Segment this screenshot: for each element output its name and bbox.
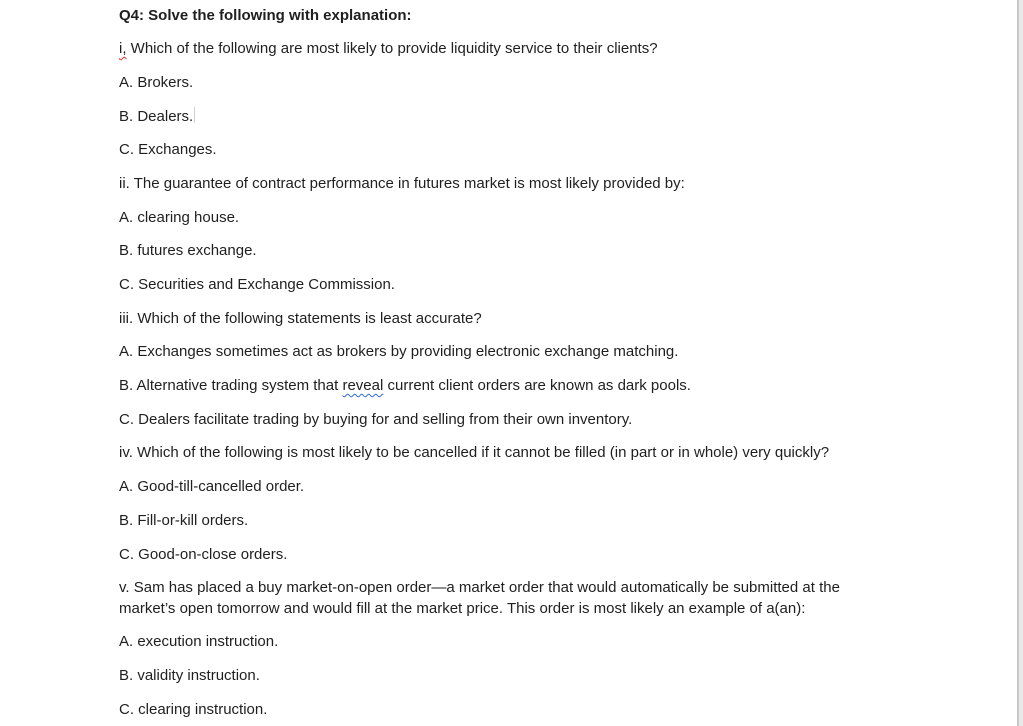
question-4-option-b: B. Fill-or-kill orders. — [119, 512, 249, 529]
question-2: ii. The guarantee of contract performance in futures market is most likely provided by: — [119, 175, 685, 192]
question-5: v. Sam has placed a buy market-on-open order—a market order that would automatically be submitted at the market’s open tomorrow and would fill at the market price. This order is most likely an example of a(an): — [119, 579, 840, 617]
question-3-option-b-prefix: B. Alternative trading system that — [119, 377, 343, 394]
question-2-option-b: B. futures exchange. — [119, 242, 257, 259]
grammar-flag-reveal[interactable]: reveal — [342, 377, 384, 394]
question-1-text: Which of the following are most likely to provide liquidity service to their clients? — [126, 40, 658, 57]
question-2-option-c: C. Securities and Exchange Commission. — [119, 276, 395, 293]
question-1-option-b-text: B. Dealers. — [119, 108, 194, 125]
spelling-flag-numeral[interactable]: i, — [119, 40, 127, 57]
question-4-option-a: A. Good-till-cancelled order. — [119, 478, 305, 495]
question-4-option-c: C. Good-on-close orders. — [119, 546, 288, 563]
question-3-option-b-suffix: current client orders are known as dark pools. — [383, 377, 691, 394]
question-1-option-b — [119, 106, 195, 127]
question-heading: Q4: Solve the following with explanation: — [119, 7, 412, 24]
question-1-option-a: A. Brokers. — [119, 74, 194, 91]
question-3-option-b — [119, 375, 691, 396]
question-3-option-a: A. Exchanges sometimes act as brokers by providing electronic exchange matching. — [119, 343, 679, 360]
question-5-option-c: C. clearing instruction. — [119, 701, 268, 718]
question-1 — [119, 38, 658, 59]
text-cursor — [194, 107, 195, 123]
question-5-option-a: A. execution instruction. — [119, 633, 279, 650]
question-2-option-a: A. clearing house. — [119, 209, 240, 226]
question-4: iv. Which of the following is most likely to be cancelled if it cannot be filled (in part or in whole) very quickly? — [119, 444, 830, 461]
question-3: iii. Which of the following statements is least accurate? — [119, 310, 482, 327]
question-5-option-b: B. validity instruction. — [119, 667, 260, 684]
question-3-option-c: C. Dealers facilitate trading by buying for and selling from their own inventory. — [119, 411, 633, 428]
question-1-option-c: C. Exchanges. — [119, 141, 217, 158]
window-margin — [1019, 0, 1023, 726]
